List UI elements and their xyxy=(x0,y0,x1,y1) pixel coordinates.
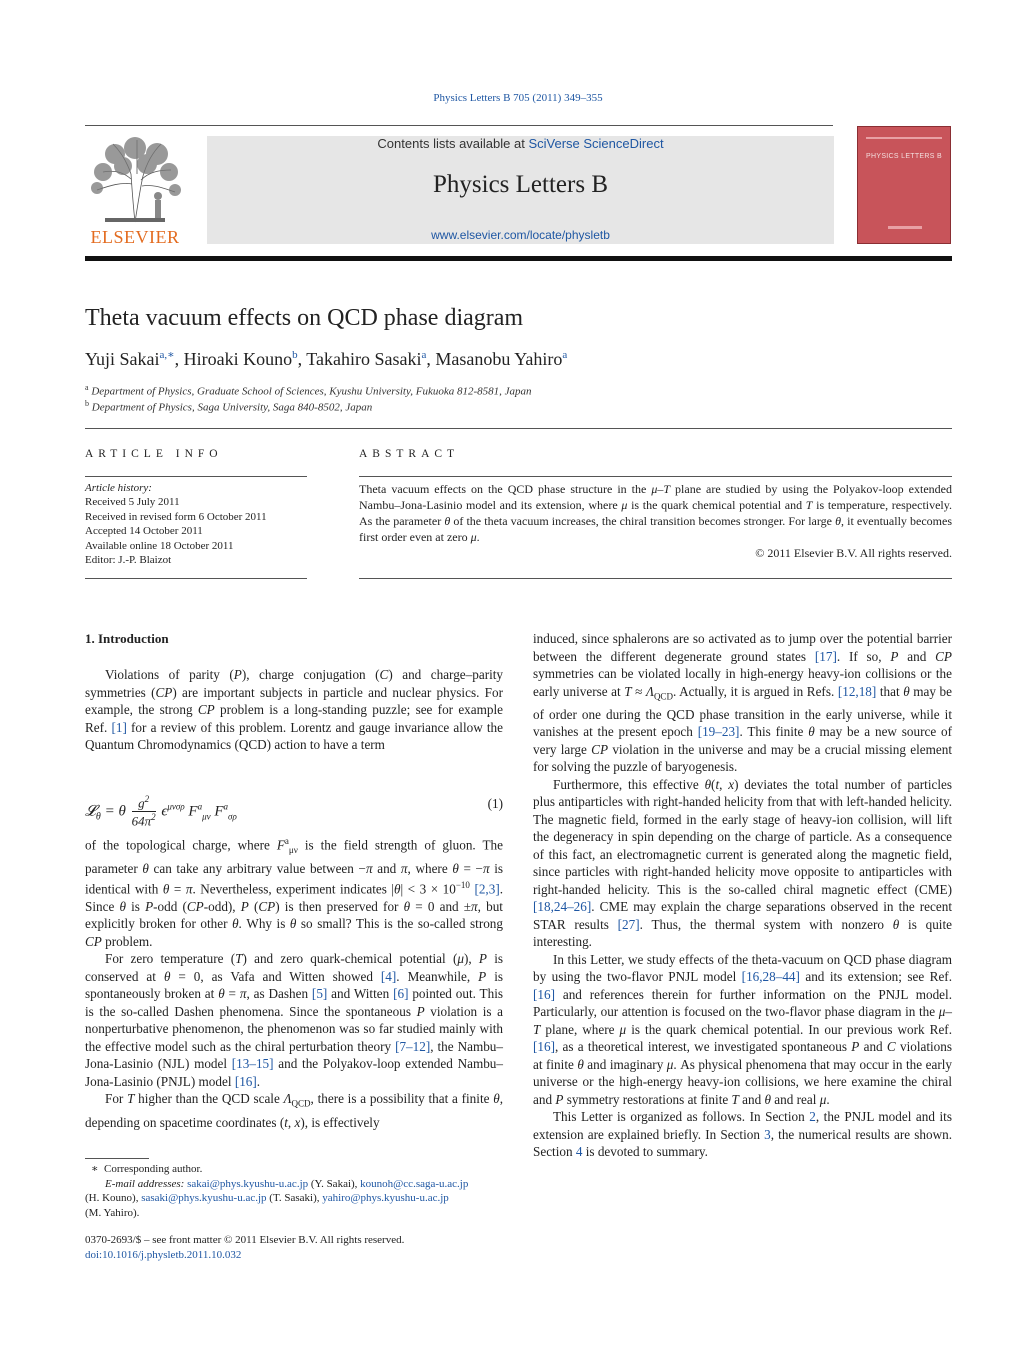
cover-stripe xyxy=(866,137,942,139)
right-column-text: induced, since sphalerons are so activated as to jump over the potential barrier between the different degenerate ground states [17]. If so, P and CP symmetries can be violated locally in high-energy heavy-ion collisions or the early universe at $T \approx \Lambda_{QCD}$. Actually, it is argued in Refs. [12,18] that θ may be of order one during the QCD phase transition in the early universe, while it vanishes at the present epoch [19–23]. This finite θ may be a new source of very large CP violation in the universe and may be a crucial missing element for solving the puzzle of baryogenesis. Furthermore, this effective θ(t, x) deviates the total number of particles plus antiparticles with right-handed helicity from that with left-handed helicity. The magnetic field, formed in the early stage of heavy-ion collision, will lift the degeneracy in spin depending on the charge of particle. As a consequence of this fact, an electromagnetic current is generated along the magnetic field, since particles with right-handed helicity move opposite to antiparticles with right-handed helicity. This is the so-called chiral magnetic effect (CME) [18,24–26]. CME may explain the charge separations observed in the recent STAR results [27]. Thus, the thermal system with nonzero θ is quite interesting. In this Letter, we study effects of the theta-vacuum on QCD phase diagram by using the two-flavor PNJL model [16,28–44] and its extension; see Ref. [16] and references therein for further information on the PNJL model. Particularly, our attention is focused on the two-flavor phase diagram in the μ–T plane, where μ is the quark chemical potential. In our previous work Ref. [16], as a theoretical interest, we investigated spontaneous P and C violations at finite θ and imaginary μ. As physical phenomena that may occur in the early universe or the high-energy heavy-ion collisions, we here examine the chiral and P symmetry restorations at finite T and θ and real μ. This Letter is organized as follows. In Section 2, the PNJL model and its extension are explained briefly. In Section 3, the numerical results are shown. Section 4 is devoted to summary. xyxy=(533,631,952,1160)
affiliation-b xyxy=(85,399,372,414)
author-name: Yuji Sakai xyxy=(85,349,160,369)
affiliation-text: Department of Physics, Graduate School of Sciences, Kyushu University, Fukuoka 812-8581, Japan xyxy=(91,385,532,398)
article-info-heading: ARTICLE INFO xyxy=(85,448,223,460)
ref-link[interactable]: [16] xyxy=(533,1039,555,1055)
ref-link[interactable]: [2,3] xyxy=(474,881,500,897)
email-owner: (H. Kouno), xyxy=(85,1192,139,1205)
affiliation-mark: a xyxy=(85,383,89,392)
footnote-star: ∗ xyxy=(91,1163,99,1175)
footnotes xyxy=(85,1162,503,1220)
ref-link[interactable]: [17] xyxy=(814,648,837,664)
author-marks[interactable]: a xyxy=(421,349,427,361)
section-heading-introduction: 1. Introduction xyxy=(85,631,169,646)
elsevier-tree-icon xyxy=(85,134,185,228)
email-owner: (T. Sasaki), xyxy=(269,1192,320,1205)
sciencedirect-link[interactable]: SciVerse ScienceDirect xyxy=(528,136,664,151)
ref-link[interactable]: [13–15] xyxy=(231,1056,274,1072)
author-marks[interactable]: a,∗ xyxy=(159,349,175,361)
abstract-bottom-rule xyxy=(359,578,952,579)
author-marks[interactable]: b xyxy=(292,349,298,361)
article-info-rule xyxy=(85,476,307,477)
affiliation-text: Department of Physics, Saga University, Saga 840-8502, Japan xyxy=(91,401,373,414)
equation-number: (1) xyxy=(487,796,503,811)
left-column-paragraph-1: Violations of parity (P), charge conjugation (C) and charge–parity symmetries (CP) are important subjects in particle and nuclear physics. For example, the strong CP problem is a long-standing puzzle; see for example Ref. [1] for a review of this problem. Lorentz and gauge invariance allow the Quantum Chromodynamics (QCD) action to have a term xyxy=(85,667,504,752)
abstract-heading: ABSTRACT xyxy=(359,448,460,460)
footnote-corresponding-text: Corresponding author. xyxy=(103,1163,203,1175)
footnote-emails xyxy=(85,1177,503,1192)
affiliation-a xyxy=(85,383,532,398)
journal-banner xyxy=(207,136,834,244)
footnote-emails-continued xyxy=(85,1191,503,1206)
history-item: Available online 18 October 2011 xyxy=(85,539,234,552)
doi-link[interactable]: doi:10.1016/j.physletb.2011.10.032 xyxy=(85,1248,242,1261)
header-rule xyxy=(85,125,833,126)
footnote-rule xyxy=(85,1158,149,1159)
author-marks[interactable]: a xyxy=(562,349,568,361)
cover-title: PHYSICS LETTERS B xyxy=(866,153,942,160)
email-link[interactable]: sasaki@phys.kyushu-u.ac.jp xyxy=(141,1192,267,1205)
footnote-emails-end xyxy=(85,1206,503,1221)
email-link[interactable]: kounoh@cc.saga-u.ac.jp xyxy=(360,1177,469,1190)
author-list: Yuji Sakai$^{a,∗}$, Hiroaki Kouno$^b$, Takahiro Sasaki$^a$, Masanobu Yahiro$^a$ xyxy=(85,349,568,369)
abstract-copyright: © 2011 Elsevier B.V. All rights reserved. xyxy=(755,546,952,560)
article-info-bottom-rule xyxy=(85,578,307,579)
article-title: Theta vacuum effects on QCD phase diagram xyxy=(85,305,524,331)
ref-link[interactable]: [27] xyxy=(617,916,640,932)
header-thick-rule xyxy=(85,256,952,261)
ref-link[interactable]: [19–23] xyxy=(697,724,740,740)
front-matter-text: 0370-2693/$ – see front matter © 2011 Elsevier B.V. All rights reserved. xyxy=(85,1234,405,1246)
contents-prefix: Contents lists available at xyxy=(377,136,529,151)
front-matter xyxy=(85,1233,503,1262)
contents-line xyxy=(207,136,834,151)
history-label: Article history: xyxy=(85,482,152,494)
ref-link[interactable]: [7–12] xyxy=(395,1038,431,1054)
elsevier-wordmark: ELSEVIER xyxy=(90,227,180,247)
ref-link[interactable]: [12,18] xyxy=(837,683,877,699)
email-link[interactable]: yahiro@phys.kyushu-u.ac.jp xyxy=(322,1192,449,1205)
email-owner: (M. Yahiro). xyxy=(85,1206,140,1219)
history-item: Accepted 14 October 2011 xyxy=(85,525,203,538)
email-label: E-mail addresses: xyxy=(105,1177,185,1190)
history-item: Received in revised form 6 October 2011 xyxy=(85,510,267,523)
ref-link[interactable]: [16,28–44] xyxy=(741,969,800,985)
journal-url-link[interactable]: www.elsevier.com/locate/physletb xyxy=(431,228,610,242)
section-link[interactable]: 4 xyxy=(575,1144,583,1160)
ref-link[interactable]: [18,24–26] xyxy=(533,899,592,915)
footnote-corresponding xyxy=(85,1162,503,1177)
ref-link[interactable]: [6] xyxy=(393,986,409,1002)
author-name: Takahiro Sasaki xyxy=(306,349,422,369)
cover-footer-bar xyxy=(888,226,922,229)
history-item: Received 5 July 2011 xyxy=(85,496,180,509)
journal-citation[interactable]: Physics Letters B 705 (2011) 349–355 xyxy=(433,92,603,104)
article-history xyxy=(85,481,267,567)
author-name: Hiroaki Kouno xyxy=(183,349,293,369)
elsevier-logo[interactable] xyxy=(85,134,185,248)
equation-body: 𝓛$_\theta$ = θ $\frac{g^2}{64\pi^2}$ $\epsilon^{\mu\nu\sigma\rho}$ $F^a_{\mu\nu}$ $F^a_{\sigma\rho}$ xyxy=(85,794,237,829)
ref-link[interactable]: [4] xyxy=(380,968,397,984)
ref-link[interactable]: [16] xyxy=(533,986,555,1002)
abstract-rule xyxy=(359,476,952,477)
history-item: Editor: J.-P. Blaizot xyxy=(85,554,172,567)
ref-link[interactable]: [16] xyxy=(234,1073,257,1089)
ref-link[interactable]: [5] xyxy=(311,986,328,1002)
journal-name: Physics Letters B xyxy=(433,171,608,198)
author-name: Masanobu Yahiro xyxy=(435,349,563,369)
email-link[interactable]: sakai@phys.kyushu-u.ac.jp xyxy=(187,1177,309,1190)
affiliation-mark: b xyxy=(85,399,89,408)
journal-cover[interactable] xyxy=(857,126,951,244)
abstract-text: Theta vacuum effects on the QCD phase structure in the μ–T plane are studied by using the Polyakov-loop extended Nambu–Jona-Lasinio model and its extension, where μ is the quark chemical potential and T is temperature, respectively. As the parameter θ of the theta vacuum increases, the chiral transition becomes stronger. For large θ, it eventually becomes first order even at zero μ. © 2011 Elsevier B.V. All rights reserved. xyxy=(359,482,953,560)
equation-1 xyxy=(85,782,503,828)
ref-link[interactable]: [1] xyxy=(111,719,127,735)
email-owner: (Y. Sakai), xyxy=(310,1177,358,1190)
section-link[interactable]: 3 xyxy=(764,1126,771,1142)
section-link[interactable]: 2 xyxy=(809,1109,816,1125)
section-rule xyxy=(85,428,952,429)
left-column-paragraph-2: of the topological charge, where $F^a_{\mu\nu}$ is the field strength of gluon. The parameter θ can take any arbitrary value between −π and π, where θ = −π is identical with θ = π. Nevertheless, experiment indicates $|\theta| < 3 \times 10^{-10}$ [2,3]. Since θ is P-odd (CP-odd), P (CP) is then preserved for θ = 0 and ±π, but explicitly broken for other θ. Why is θ so small? This is the so-called strong CP problem. For zero temperature (T) and zero quark-chemical potential (μ), P is conserved at θ = 0, as Vafa and Witten showed [4]. Meanwhile, P is spontaneously broken at θ = π, as Dashen [5] and Witten [6] pointed out. This is the so-called Dashen phenomena. Since the spontaneous P violation is a nonperturbative phenomenon, the phenomenon was so far studied mainly with the effective model such as the chiral perturbation theory [7–12], the Nambu–Jona-Lasinio (NJL) model [13–15] and the Polyakov-loop extended Nambu–Jona-Lasinio (PNJL) model [16]. For T higher than the QCD scale $\Lambda_{QCD}$, there is a possibility that a finite θ, depending on spacetime coordinates (t, x), is effectively xyxy=(85,836,504,1130)
